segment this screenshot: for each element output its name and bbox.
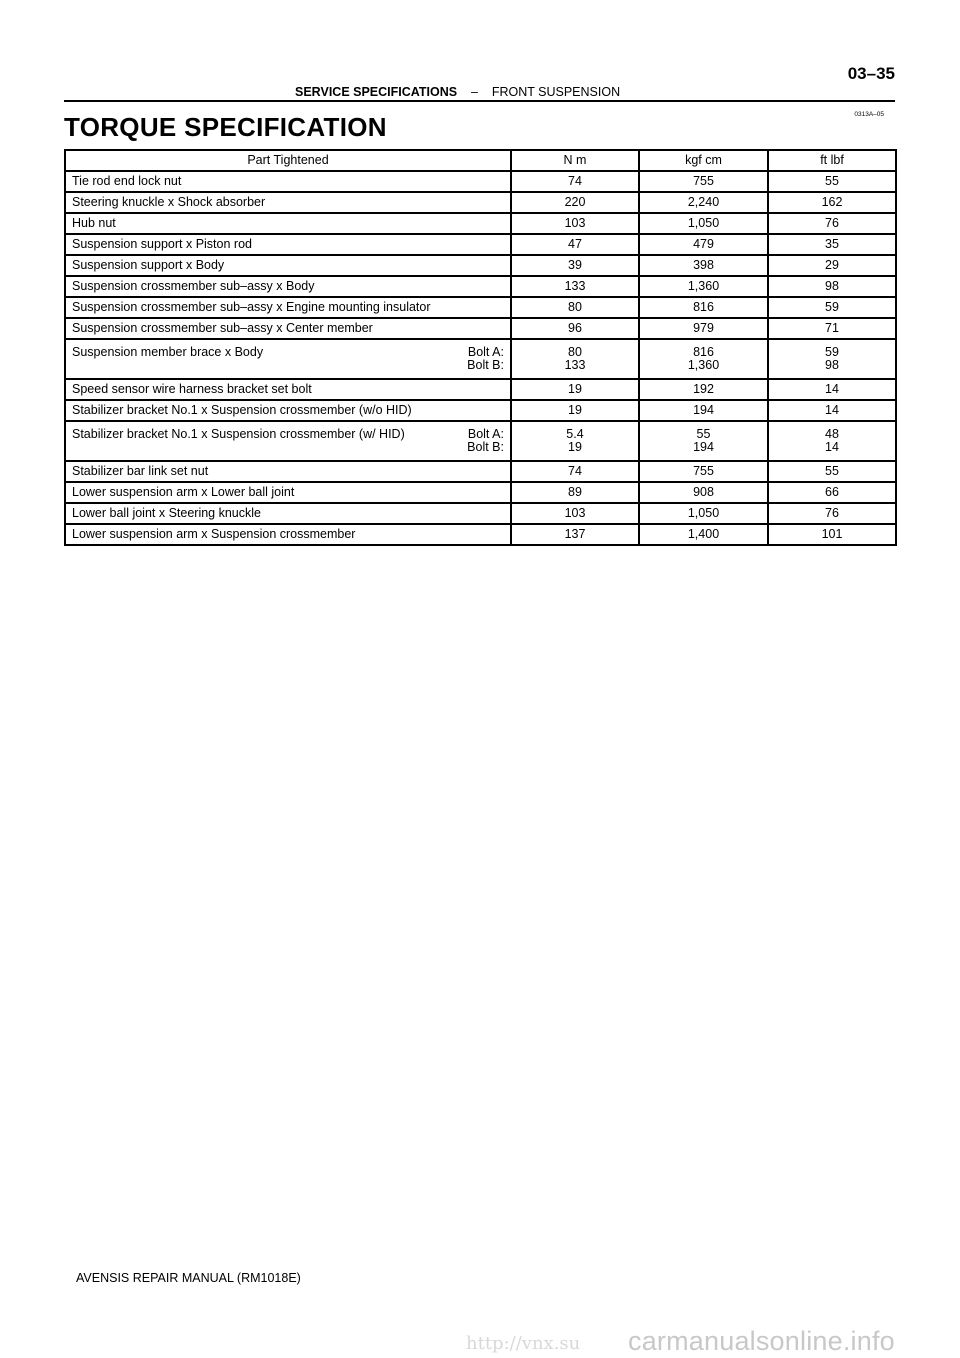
watermark-url: http://vnx.su bbox=[466, 1333, 581, 1354]
kgf-cm-cell bbox=[639, 339, 768, 379]
manual-footer: AVENSIS REPAIR MANUAL (RM1018E) bbox=[76, 1271, 301, 1285]
ft-lbf-cell: 55 bbox=[768, 461, 896, 482]
nm-cell: 47 bbox=[511, 234, 639, 255]
kgf-cm-cell: 398 bbox=[639, 255, 768, 276]
running-header bbox=[295, 85, 620, 99]
kgf-cm-cell: 1,050 bbox=[639, 213, 768, 234]
nm-cell: 39 bbox=[511, 255, 639, 276]
table-row bbox=[65, 213, 896, 234]
nm-value: 5.4 bbox=[566, 427, 584, 441]
ft-lbf-value: 59 bbox=[825, 345, 839, 359]
header-separator: – bbox=[470, 85, 478, 99]
part-with-bolts bbox=[72, 346, 504, 372]
ft-lbf-value: 98 bbox=[825, 358, 839, 372]
table-row bbox=[65, 255, 896, 276]
part-label: Stabilizer bracket No.1 x Suspension crossmember (w/ HID) bbox=[72, 427, 405, 441]
ft-lbf-cell: 59 bbox=[768, 297, 896, 318]
part-cell: Suspension crossmember sub–assy x Body bbox=[65, 276, 511, 297]
ft-lbf-cell: 162 bbox=[768, 192, 896, 213]
part-cell: Hub nut bbox=[65, 213, 511, 234]
bolt-a-label: Bolt A: bbox=[467, 427, 504, 441]
kgf-cm-cell: 816 bbox=[639, 297, 768, 318]
ft-lbf-cell: 76 bbox=[768, 503, 896, 524]
part-cell bbox=[65, 339, 511, 379]
ft-lbf-cell: 14 bbox=[768, 400, 896, 421]
nm-cell bbox=[511, 421, 639, 461]
nm-cell: 103 bbox=[511, 503, 639, 524]
nm-cell: 137 bbox=[511, 524, 639, 545]
part-cell: Lower suspension arm x Lower ball joint bbox=[65, 482, 511, 503]
ft-lbf-cell: 55 bbox=[768, 171, 896, 192]
bolt-b-label: Bolt B: bbox=[467, 358, 504, 372]
table-row bbox=[65, 379, 896, 400]
page-number: 03–35 bbox=[847, 64, 895, 83]
nm-value: 19 bbox=[568, 440, 582, 454]
nm-cell: 133 bbox=[511, 276, 639, 297]
ft-lbf-cell: 14 bbox=[768, 379, 896, 400]
part-cell: Speed sensor wire harness bracket set bolt bbox=[65, 379, 511, 400]
nm-cell: 96 bbox=[511, 318, 639, 339]
bolt-b-label: Bolt B: bbox=[467, 440, 504, 454]
ft-lbf-cell: 66 bbox=[768, 482, 896, 503]
kgf-cm-value: 1,360 bbox=[687, 358, 720, 372]
bolt-labels bbox=[467, 428, 504, 454]
kgf-cm-cell bbox=[639, 421, 768, 461]
bolt-a-label: Bolt A: bbox=[467, 345, 504, 359]
header-rule bbox=[64, 100, 895, 102]
ft-lbf-cell: 98 bbox=[768, 276, 896, 297]
ft-lbf-cell: 35 bbox=[768, 234, 896, 255]
part-cell: Stabilizer bar link set nut bbox=[65, 461, 511, 482]
nm-cell: 89 bbox=[511, 482, 639, 503]
kgf-cm-value: 816 bbox=[693, 345, 714, 359]
nm-cell: 103 bbox=[511, 213, 639, 234]
table-row bbox=[65, 192, 896, 213]
kgf-cm-value: 194 bbox=[693, 440, 714, 454]
part-cell bbox=[65, 421, 511, 461]
kgf-cm-cell: 908 bbox=[639, 482, 768, 503]
nm-cell bbox=[511, 339, 639, 379]
kgf-cm-value: 55 bbox=[696, 427, 711, 441]
table-header-row bbox=[65, 150, 896, 171]
ft-lbf-cell: 29 bbox=[768, 255, 896, 276]
kgf-cm-cell: 479 bbox=[639, 234, 768, 255]
nm-cell: 74 bbox=[511, 461, 639, 482]
table-row bbox=[65, 503, 896, 524]
ft-lbf-cell bbox=[768, 339, 896, 379]
kgf-cm-cell: 194 bbox=[639, 400, 768, 421]
kgf-cm-cell: 1,050 bbox=[639, 503, 768, 524]
table-row bbox=[65, 318, 896, 339]
nm-cell: 220 bbox=[511, 192, 639, 213]
table-row bbox=[65, 297, 896, 318]
kgf-cm-cell: 1,400 bbox=[639, 524, 768, 545]
ft-lbf-cell bbox=[768, 421, 896, 461]
nm-value: 133 bbox=[564, 358, 586, 372]
kgf-cm-cell: 755 bbox=[639, 171, 768, 192]
bolt-labels bbox=[467, 346, 504, 372]
kgf-cm-cell: 979 bbox=[639, 318, 768, 339]
part-cell: Suspension crossmember sub–assy x Engine mounting insulator bbox=[65, 297, 511, 318]
part-cell: Stabilizer bracket No.1 x Suspension crossmember (w/o HID) bbox=[65, 400, 511, 421]
table-row bbox=[65, 524, 896, 545]
part-cell: Lower suspension arm x Suspension crossmember bbox=[65, 524, 511, 545]
watermark-site: carmanualsonline.info bbox=[628, 1326, 895, 1356]
reference-code: 0313A–05 bbox=[854, 111, 884, 118]
ft-lbf-cell: 71 bbox=[768, 318, 896, 339]
header-n-m: N m bbox=[511, 150, 639, 171]
part-cell: Suspension support x Piston rod bbox=[65, 234, 511, 255]
ft-lbf-value: 14 bbox=[825, 440, 839, 454]
table-row bbox=[65, 421, 896, 461]
page-title: TORQUE SPECIFICATION bbox=[64, 112, 387, 142]
nm-cell: 74 bbox=[511, 171, 639, 192]
table-row bbox=[65, 400, 896, 421]
table-row bbox=[65, 171, 896, 192]
part-cell: Lower ball joint x Steering knuckle bbox=[65, 503, 511, 524]
table-row bbox=[65, 482, 896, 503]
header-kgf-cm: kgf cm bbox=[639, 150, 768, 171]
kgf-cm-cell: 2,240 bbox=[639, 192, 768, 213]
nm-cell: 19 bbox=[511, 400, 639, 421]
header-ft-lbf: ft lbf bbox=[768, 150, 896, 171]
section-title: SERVICE SPECIFICATIONS bbox=[295, 85, 458, 99]
part-with-bolts bbox=[72, 428, 504, 454]
kgf-cm-cell: 755 bbox=[639, 461, 768, 482]
torque-spec-table bbox=[64, 149, 897, 546]
table-row bbox=[65, 339, 896, 379]
table-row bbox=[65, 234, 896, 255]
kgf-cm-cell: 1,360 bbox=[639, 276, 768, 297]
kgf-cm-cell: 192 bbox=[639, 379, 768, 400]
part-cell: Steering knuckle x Shock absorber bbox=[65, 192, 511, 213]
part-cell: Suspension crossmember sub–assy x Center member bbox=[65, 318, 511, 339]
nm-cell: 19 bbox=[511, 379, 639, 400]
header-part-tightened: Part Tightened bbox=[65, 150, 511, 171]
ft-lbf-cell: 76 bbox=[768, 213, 896, 234]
nm-value: 80 bbox=[568, 345, 582, 359]
part-label: Suspension member brace x Body bbox=[72, 345, 264, 359]
part-cell: Suspension support x Body bbox=[65, 255, 511, 276]
nm-cell: 80 bbox=[511, 297, 639, 318]
table-row bbox=[65, 461, 896, 482]
part-cell: Tie rod end lock nut bbox=[65, 171, 511, 192]
ft-lbf-cell: 101 bbox=[768, 524, 896, 545]
table-row bbox=[65, 276, 896, 297]
ft-lbf-value: 48 bbox=[825, 427, 839, 441]
subsection-title: FRONT SUSPENSION bbox=[491, 85, 621, 99]
